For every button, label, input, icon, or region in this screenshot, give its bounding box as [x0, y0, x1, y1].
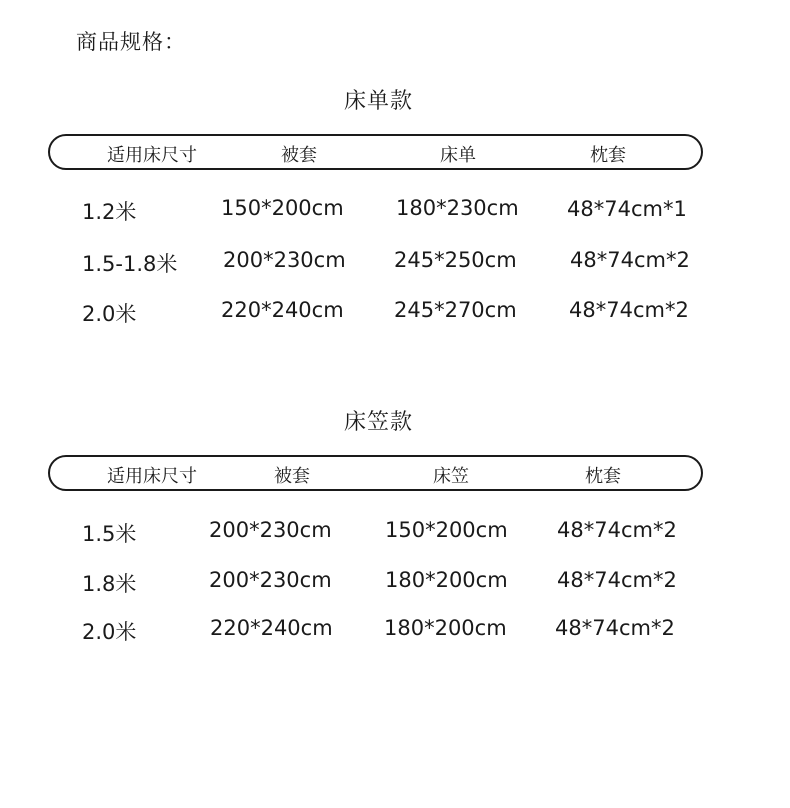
column-header-pillowcase: 枕套	[585, 466, 621, 487]
cell-pillowcase: 48*74cm*2	[555, 616, 675, 640]
cell-pillowcase: 48*74cm*2	[570, 248, 690, 272]
cell-bed-sheet: 180*230cm	[396, 196, 519, 220]
cell-duvet-cover: 150*200cm	[221, 196, 344, 220]
cell-bed-size: 2.0米	[82, 302, 137, 326]
cell-bed-size: 1.5-1.8米	[82, 252, 178, 276]
column-header-duvet-cover: 被套	[274, 466, 310, 487]
column-header-duvet-cover: 被套	[281, 145, 317, 166]
cell-duvet-cover: 220*240cm	[221, 298, 344, 322]
cell-fitted-sheet: 180*200cm	[385, 568, 508, 592]
cell-bed-size: 1.5米	[82, 522, 137, 546]
column-header-bed-sheet: 床单	[440, 145, 476, 166]
column-header-fitted-sheet: 床笠	[433, 466, 469, 487]
column-header-pillowcase: 枕套	[590, 145, 626, 166]
cell-duvet-cover: 200*230cm	[223, 248, 346, 272]
cell-duvet-cover: 200*230cm	[209, 518, 332, 542]
cell-bed-sheet: 245*250cm	[394, 248, 517, 272]
cell-bed-sheet: 245*270cm	[394, 298, 517, 322]
cell-duvet-cover: 220*240cm	[210, 616, 333, 640]
cell-fitted-sheet: 150*200cm	[385, 518, 508, 542]
cell-fitted-sheet: 180*200cm	[384, 616, 507, 640]
cell-pillowcase: 48*74cm*1	[567, 197, 687, 221]
column-header-bed-size: 适用床尺寸	[107, 466, 197, 487]
section-title: 床单款	[344, 89, 414, 114]
cell-pillowcase: 48*74cm*2	[569, 298, 689, 322]
cell-bed-size: 1.2米	[82, 200, 137, 224]
cell-duvet-cover: 200*230cm	[209, 568, 332, 592]
cell-bed-size: 1.8米	[82, 572, 137, 596]
cell-bed-size: 2.0米	[82, 620, 137, 644]
cell-pillowcase: 48*74cm*2	[557, 568, 677, 592]
page-heading: 商品规格：	[76, 30, 186, 54]
section-title: 床笠款	[344, 410, 414, 435]
column-header-bed-size: 适用床尺寸	[107, 145, 197, 166]
cell-pillowcase: 48*74cm*2	[557, 518, 677, 542]
